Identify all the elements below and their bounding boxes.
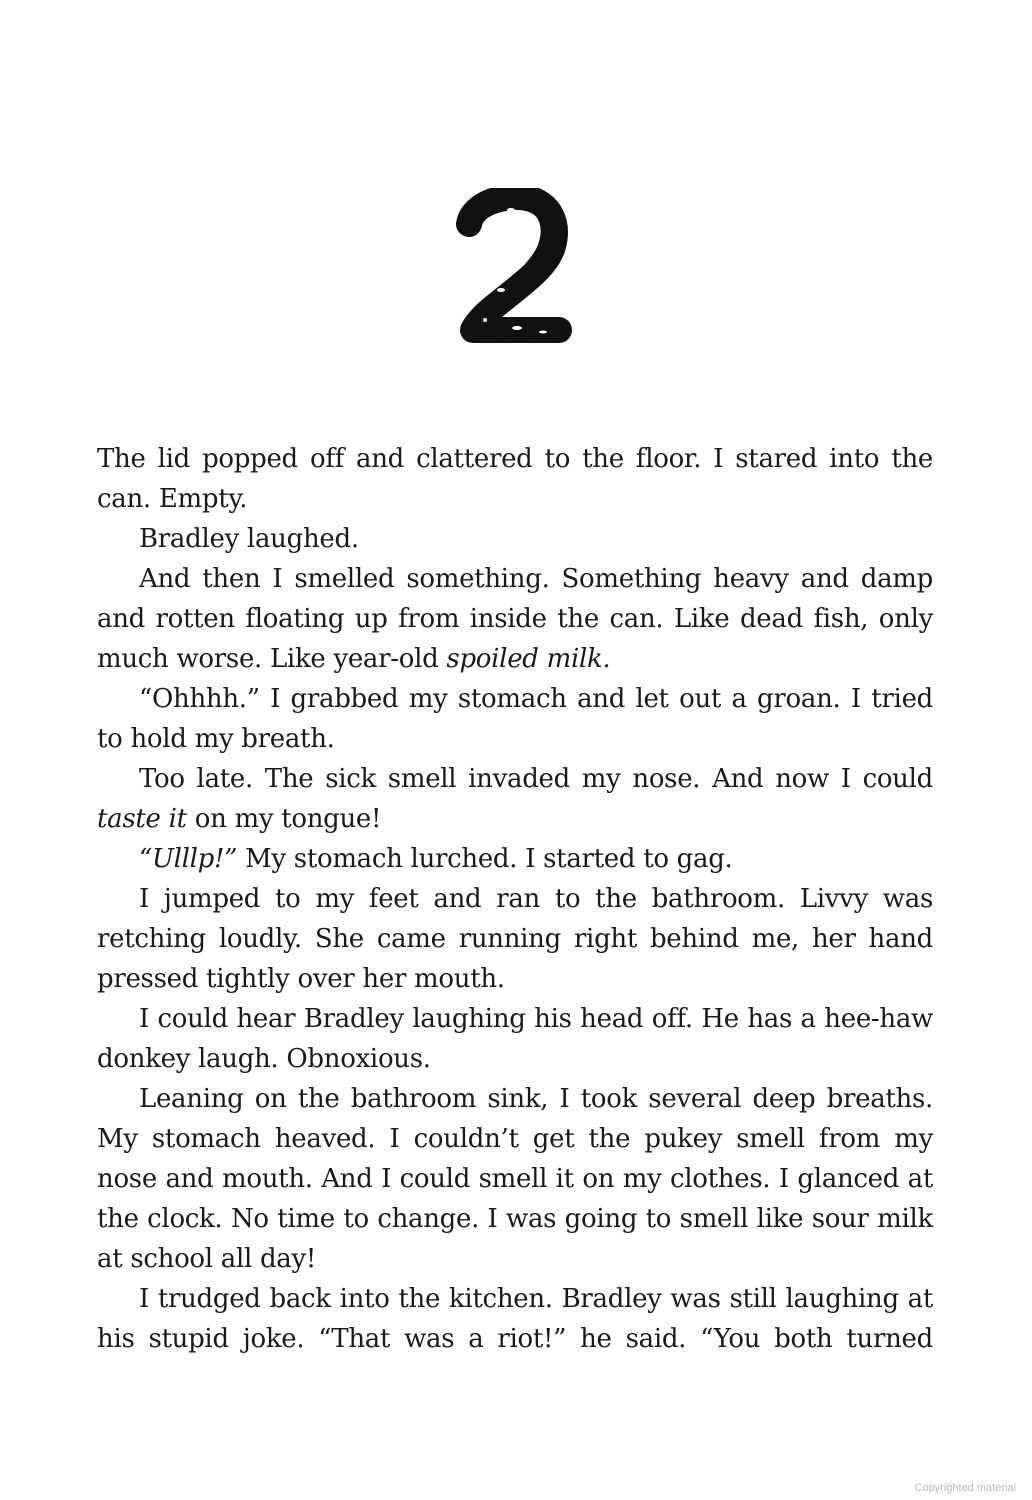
paragraph — [97, 679, 933, 759]
paragraph-text: on my tongue! — [186, 804, 382, 834]
paragraph-text: And then I smelled something. Something heavy and damp and rotten floating up from inside the can. Like dead fish, only much worse. Like year-old — [97, 564, 933, 674]
paragraph — [97, 1079, 933, 1279]
paragraph-text: Bradley laughed. — [139, 524, 359, 554]
paragraph — [97, 839, 933, 879]
paragraph — [97, 999, 933, 1079]
paragraph-text: I trudged back into the kitchen. Bradley was still laughing at his stupid joke. “That was a riot!” he said. “You both turned — [97, 1284, 933, 1354]
paragraph — [97, 879, 933, 999]
italic-emphasis: “Ulllp!” — [139, 844, 238, 874]
italic-emphasis: spoiled milk. — [446, 644, 611, 674]
italic-emphasis: taste it — [97, 804, 187, 834]
paragraph-text: My stomach lurched. I started to gag. — [237, 844, 733, 874]
paragraph-text: “Ohhhh.” I grabbed my stomach and let out a groan. I tried to hold my breath. — [97, 684, 933, 754]
chapter-body-text — [97, 439, 933, 1359]
paragraph — [97, 559, 933, 679]
paragraph-text: I could hear Bradley laughing his head off. He has a hee-haw donkey laugh. Obnoxious. — [97, 1004, 933, 1074]
paragraph — [97, 1279, 933, 1359]
paragraph-text: The lid popped off and clattered to the floor. I stared into the can. Empty. — [97, 444, 933, 514]
paragraph — [97, 519, 933, 559]
paragraph — [97, 439, 933, 519]
copyright-watermark: Copyrighted material — [914, 1482, 1016, 1494]
paragraph-text: Leaning on the bathroom sink, I took several deep breaths. My stomach heaved. I couldn’t get the pukey smell from my nose and mouth. And I could smell it on my clothes. I glanced at the clock. No time to change. I was going to smell like sour milk at school all day! — [97, 1084, 933, 1274]
paragraph — [97, 759, 933, 839]
paragraph-text: I jumped to my feet and ran to the bathroom. Livvy was retching loudly. She came running right behind me, her hand pressed tightly over her mouth. — [97, 884, 933, 994]
chapter-number-glyph — [455, 188, 575, 348]
chapter-number — [455, 188, 575, 348]
paragraph-text: Too late. The sick smell invaded my nose. And now I could — [139, 764, 933, 794]
